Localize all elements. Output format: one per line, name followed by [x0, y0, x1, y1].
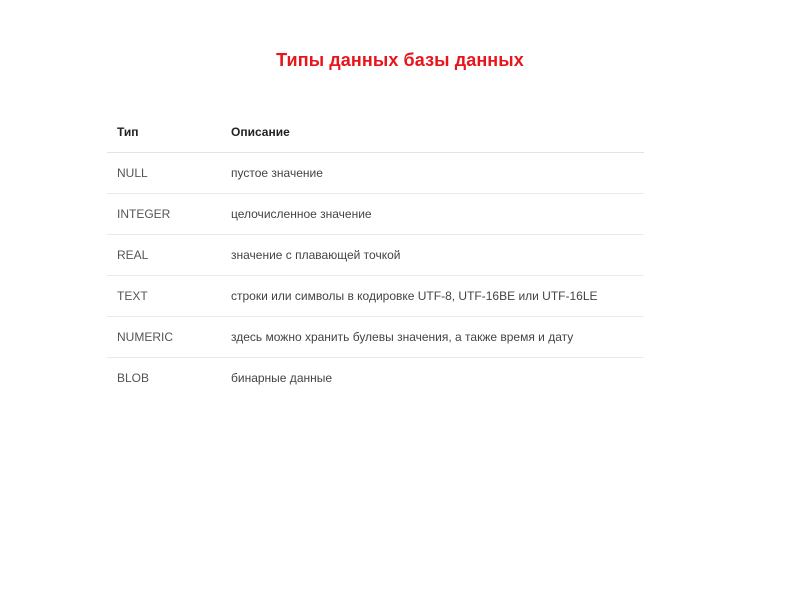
- type-cell: TEXT: [107, 276, 221, 317]
- table-row: [107, 358, 644, 399]
- table-row: [107, 194, 644, 235]
- description-cell: бинарные данные: [231, 371, 333, 385]
- page-title: Типы данных базы данных: [276, 50, 524, 71]
- description-cell: значение с плавающей точкой: [221, 235, 644, 276]
- table-header-row: [107, 112, 644, 153]
- table-row: [107, 317, 644, 358]
- data-types-table: [107, 112, 644, 398]
- description-cell: целочисленное значение: [221, 194, 644, 235]
- table-row: [107, 235, 644, 276]
- type-cell: BLOB: [117, 371, 150, 385]
- type-cell: NUMERIC: [107, 317, 221, 358]
- table-row: [107, 276, 644, 317]
- table-row: [107, 153, 644, 194]
- description-cell: пустое значение: [221, 153, 644, 194]
- column-header-type: Тип: [107, 112, 221, 153]
- type-cell: INTEGER: [107, 194, 221, 235]
- column-header-description: Описание: [221, 112, 644, 153]
- description-cell: строки или символы в кодировке UTF-8, UTF-16BE или UTF-16LE: [221, 276, 644, 317]
- type-cell: REAL: [107, 235, 221, 276]
- description-cell: здесь можно хранить булевы значения, а также время и дату: [221, 317, 644, 358]
- type-cell: NULL: [107, 153, 221, 194]
